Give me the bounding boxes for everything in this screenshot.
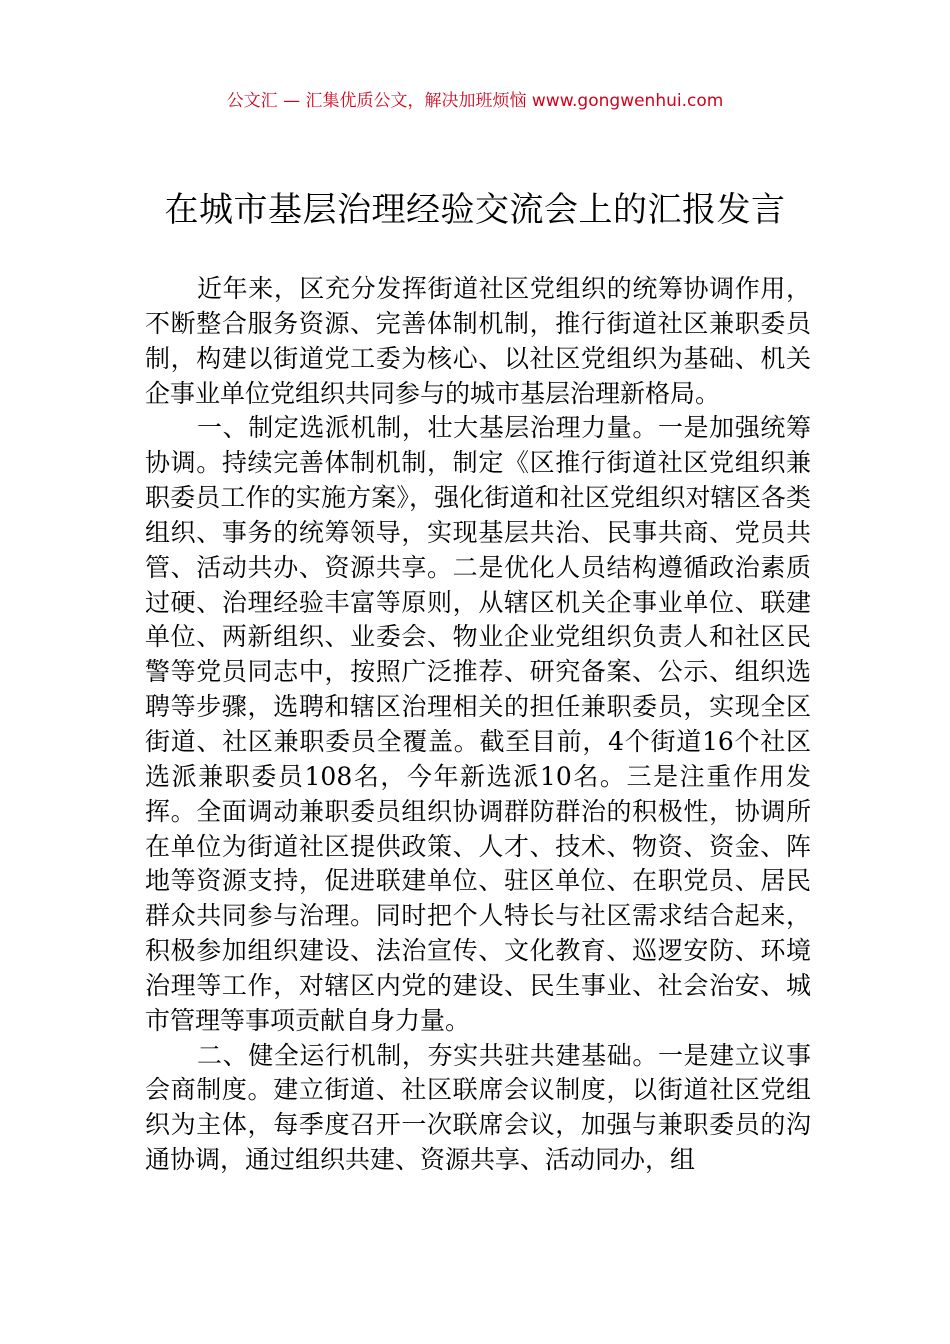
paragraph-section-1: 一、制定选派机制，壮大基层治理力量。一是加强统筹协调。持续完善体制机制，制定《区推行街道社区党组织兼职委员工作的实施方案》，强化街道和社区党组织对辖区各类组织、事务的统筹领导，实现基层共治、民事共商、党员共管、活动共办、资源共享。二是优化人员结构遵循政治素质过硬、治理经验丰富等原则，从辖区机关企事业单位、联建单位、两新组织、业委会、物业企业党组织负责人和社区民警等党员同志中，按照广泛推荐、研究备案、公示、组织选聘等步骤，选聘和辖区治理相关的担任兼职委员，实现全区街道、社区兼职委员全覆盖。截至目前，4个街道16个社区选派兼职委员108名，今年新选派10名。三是注重作用发挥。全面调动兼职委员组织协调群防群治的积极性，协调所在单位为街道社区提供政策、人才、技术、物资、资金、阵地等资源支持，促进联建单位、驻区单位、在职党员、居民群众共同参与治理。同时把个人特长与社区需求结合起来，积极参加组织建设、法治宣传、文化教育、巡逻安防、环境治理等工作，对辖区内党的建设、民生事业、社会治安、城市管理等事项贡献自身力量。 <box>145 413 811 1035</box>
paragraph-section-2: 二、健全运行机制，夯实共驻共建基础。一是建立议事会商制度。建立街道、社区联席会议制度，以街道社区党组织为主体，每季度召开一次联席会议，加强与兼职委员的沟通协调，通过组织共建、资源共享、活动同办，组 <box>145 1040 811 1175</box>
site-banner: 公文汇 — 汇集优质公文，解决加班烦恼 www.gongwenhui.com <box>226 91 724 111</box>
document-body <box>145 272 811 1178</box>
paragraph-intro: 近年来，区充分发挥街道社区党组织的统筹协调作用，不断整合服务资源、完善体制机制，推行街道社区兼职委员制，构建以街道党工委为核心、以社区党组织为基础、机关企事业单位党组织共同参与的城市基层治理新格局。 <box>145 274 811 408</box>
document-title: 在城市基层治理经验交流会上的汇报发言 <box>164 190 786 230</box>
